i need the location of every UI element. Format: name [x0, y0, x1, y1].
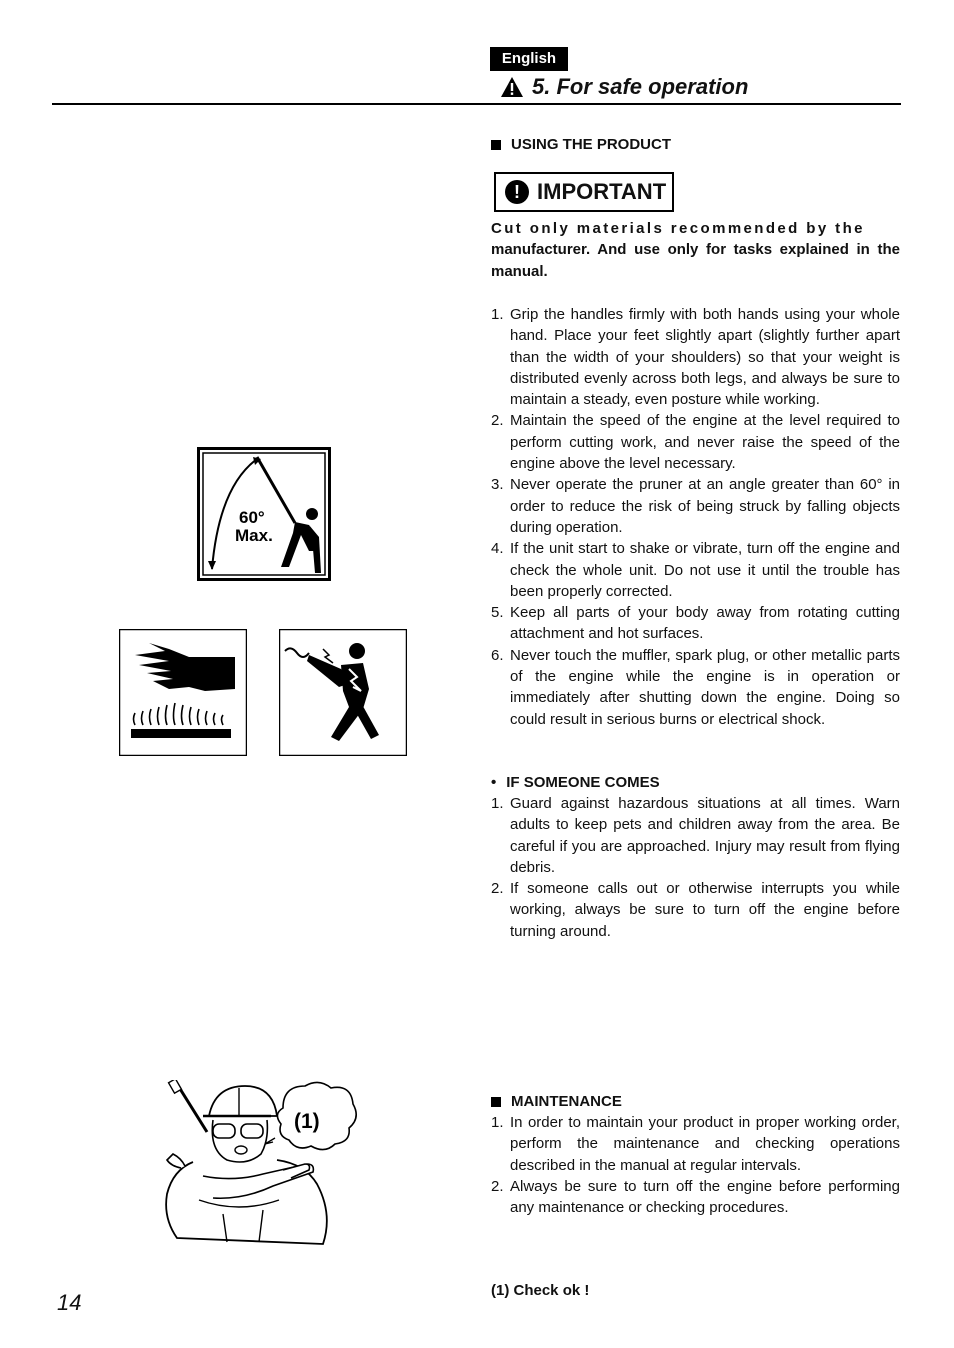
someone-heading [491, 772, 900, 793]
mechanic-check-illustration [163, 1080, 358, 1246]
warning-line-1: Cut only materials recommended by the [491, 220, 865, 237]
important-warning [491, 218, 900, 282]
using-heading [491, 134, 900, 155]
square-bullet-icon [491, 140, 501, 150]
bullet: • [491, 774, 497, 791]
list-item: 3. Never operate the pruner at an angle greater than 60° in order to reduce the risk of being struck by falling objects during operation. [491, 476, 900, 536]
important-label: IMPORTANT [537, 179, 667, 204]
maintenance-heading [491, 1091, 900, 1112]
maintenance-list [491, 1112, 900, 1218]
max-label: Max. [235, 526, 273, 545]
warning-line-rest: manufacturer. And use only for tasks explained in the manual. [491, 241, 900, 280]
list-item: 2. Always be sure to turn off the engine before performing any maintenance or checking procedures. [491, 1177, 900, 1217]
footnote: (1) Check ok ! [491, 1282, 590, 1299]
section-title [500, 74, 748, 100]
list-item: 4. If the unit start to shake or vibrate, turn off the engine and check the whole unit. Do not use it until the trouble has been properly corrected. [491, 540, 900, 600]
square-bullet-icon [491, 1097, 501, 1107]
header-rule [52, 103, 901, 105]
exclamation-icon: ! [505, 180, 529, 204]
hot-surface-icon [119, 629, 247, 756]
list-item: 2. Maintain the speed of the engine at the level required to perform cutting work, and never raise the speed of the engine above the level necessary. [491, 412, 900, 473]
someone-list [491, 793, 900, 942]
page-number: 14 [57, 1290, 82, 1315]
list-item: 5. Keep all parts of your body away from rotating cutting attachment and hot surfaces. [491, 604, 900, 643]
language-tab: English [490, 47, 568, 71]
list-item: 1. Guard against hazardous situations at all times. Warn adults to keep pets and children away from the area. Be careful if you are approached. Injury may result from flying debris. [491, 795, 900, 876]
using-list [491, 304, 900, 730]
list-item: 1. In order to maintain your product in proper working order, perform the maintenance and checking operations described in the manual at regular intervals. [491, 1114, 900, 1174]
list-item: 2. If someone calls out or otherwise interrupts you while working, always be sure to turn off the engine before turning around. [491, 880, 900, 940]
someone-heading-text: IF SOMEONE COMES [506, 774, 660, 791]
callout-label: (1) [294, 1110, 320, 1133]
warning-triangle-icon [500, 76, 524, 98]
list-item: 6. Never touch the muffler, spark plug, or other metallic parts of the engine while the engine is in operation or immediately after shutting down the engine. Doing so could result in serious burns or electrical shock. [491, 646, 900, 728]
list-item: 1. Grip the handles firmly with both hands using your whole hand. Place your feet slightly apart (slightly further apart than the width of your shoulders) so that your weight is distributed evenly across both legs, and always be sure to maintain a steady, even posture while working. [491, 306, 900, 409]
angle-limit-illustration [197, 447, 331, 581]
important-box [494, 172, 674, 212]
section-title-text: 5. For safe operation [532, 74, 749, 99]
electric-shock-icon [279, 629, 407, 756]
using-heading-text: USING THE PRODUCT [511, 136, 672, 153]
angle-label: 60° [239, 508, 265, 527]
maintenance-heading-text: MAINTENANCE [511, 1093, 622, 1110]
